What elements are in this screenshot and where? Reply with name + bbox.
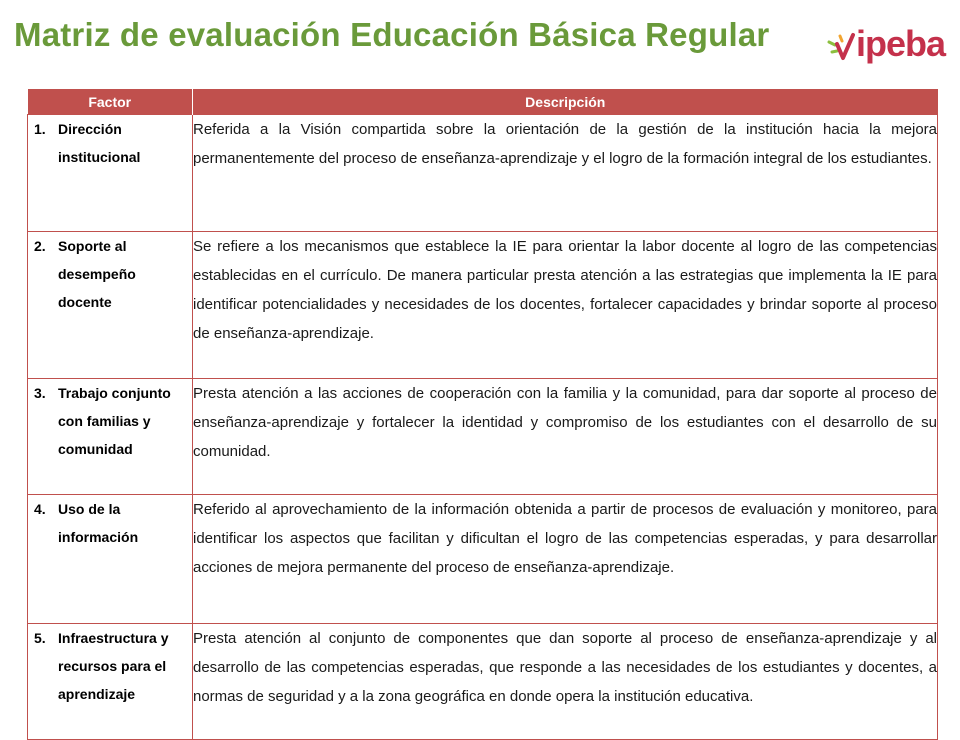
description-cell: Presta atención al conjunto de componentes que dan soporte al proceso de enseñanza-aprendizaje y al desarrollo de las competencias esperadas, que responde a las necesidades de los estudiantes y docentes, a normas de seguridad y a la zona geográfica en donde opera la institución educativa. — [193, 624, 938, 740]
table-row — [28, 379, 938, 495]
factor-cell — [28, 495, 193, 624]
factor-label: Uso de la información — [58, 501, 139, 545]
factor-cell — [28, 379, 193, 495]
table-row — [28, 624, 938, 740]
column-header-description: Descripción — [193, 89, 938, 115]
factor-cell — [28, 115, 193, 232]
factor-label: Dirección institucional — [58, 121, 141, 165]
factor-label: Soporte al desempeño docente — [58, 238, 136, 310]
ipeba-logo — [826, 23, 946, 66]
factor-label: Infraestructura y recursos para el aprendizaje — [58, 630, 169, 702]
table-row — [28, 232, 938, 379]
factor-number: 1. — [34, 121, 46, 137]
description-cell: Referido al aprovechamiento de la información obtenida a partir de procesos de evaluación y monitoreo, para identificar los aspectos que facilitan y dificultan el logro de las competencias esperadas, y para desarrollar acciones de mejora permanente del proceso de enseñanza-aprendizaje. — [193, 495, 938, 624]
ipeba-logo-mark-icon — [826, 32, 856, 62]
description-cell: Referida a la Visión compartida sobre la orientación de la gestión de la institución hacia la mejora permanentemente del proceso de enseñanza-aprendizaje y el logro de la formación integral de los estudiantes. — [193, 115, 938, 232]
ipeba-logo-text: ipeba — [856, 23, 946, 64]
column-header-factor: Factor — [28, 89, 193, 115]
factor-cell — [28, 624, 193, 740]
table-header-row — [28, 89, 938, 115]
factor-cell — [28, 232, 193, 379]
factor-number: 2. — [34, 238, 46, 254]
factor-number: 3. — [34, 385, 46, 401]
table-row — [28, 495, 938, 624]
page-title: Matriz de evaluación Educación Básica Regular — [14, 16, 770, 53]
description-cell: Se refiere a los mecanismos que establece la IE para orientar la labor docente al logro de las competencias establecidas en el currículo. De manera particular presta atención a las estrategias que implementa la IE para identificar potencialidades y necesidades de los docentes, fortalecer capacidades y brindar soporte al proceso de enseñanza-aprendizaje. — [193, 232, 938, 379]
table-row — [28, 115, 938, 232]
description-cell: Presta atención a las acciones de cooperación con la familia y la comunidad, para dar soporte al proceso de enseñanza-aprendizaje y fortalecer la identidad y compromiso de los estudiantes con el desarrollo de su comunidad. — [193, 379, 938, 495]
factor-number: 4. — [34, 501, 46, 517]
factor-label: Trabajo conjunto con familias y comunidad — [58, 385, 171, 457]
evaluation-matrix-table — [27, 89, 938, 740]
factor-number: 5. — [34, 630, 46, 646]
